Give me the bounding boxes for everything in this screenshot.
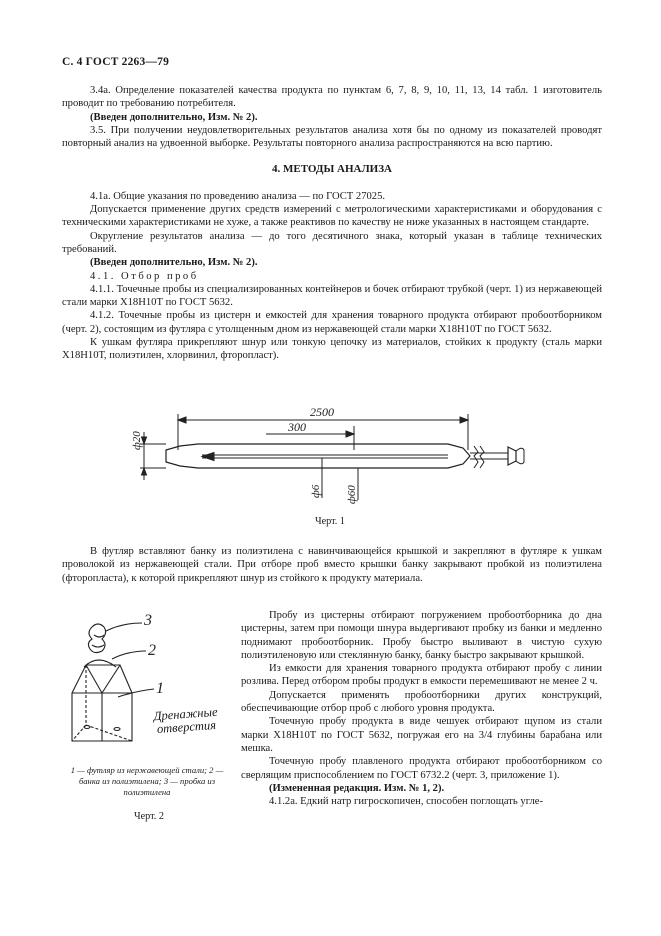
figure-1-sampling-tube [118, 398, 538, 510]
label-3: 3 [144, 612, 152, 629]
paragraph-storage-sampling: Из емкости для хранения товарного продукта отбирают пробу с линии розлива. Перед отбором пробы продукт в емкости перемешивают не менее 2 ч. [241, 663, 602, 688]
figure-2-caption: Черт. 2 [134, 811, 164, 822]
text-block-right [241, 609, 602, 808]
figure-1-caption: Черт. 1 [315, 516, 345, 527]
paragraph-instruments: Допускается применение других средств измерений с метрологическими характеристиками и оборудования с техническими характеристиками не хуже, а также реактивов по качеству не ниже указанных в настоящем стандарте. [62, 204, 602, 229]
paragraph-rounding: Округление результатов анализа — до того десятичного знака, который указан в таблице технических требований. [62, 230, 602, 255]
paragraph-fused: Точечную пробу плавленого продукта отбирают пробоотборником со сверлящим приспособлением по ГОСТ 6732.2 (черт. 3, приложение 1). [241, 756, 602, 781]
paragraph-case: В футляр вставляют банку из полиэтилена с навинчивающейся крышкой и закрепляют в футляре к ушкам проволокой из нержавеющей стали. При отборе проб вместо крышки банку закрывают пробкой из полиэтилена (фторопласта), к которой прикрепляют шнур из стойкого к продукту материала. [62, 546, 602, 584]
paragraph-4-1-1: 4.1.1. Точечные пробы из специализированных контейнеров и бочек отбирают трубкой (черт. 1) из нержавеющей стали марки Х18Н10Т по ГОСТ 5632. [62, 283, 602, 309]
paragraph-4-1-2a: 4.1.2а. Едкий натр гигроскопичен, способен поглощать угле- [269, 796, 544, 808]
text-block-middle [62, 545, 602, 585]
label-1: 1 [156, 680, 164, 697]
figure-2-sampler [62, 605, 240, 765]
paragraph-other-samplers: Допускается применять пробоотборники других конструкций, обеспечивающие отбор проб с любого уровня продукта. [241, 689, 602, 715]
dimension-d20: ф20 [131, 431, 143, 450]
label-2: 2 [148, 642, 156, 659]
text-block-top [62, 84, 602, 363]
amendment-note: (Введен дополнительно, Изм. № 2). [90, 111, 258, 123]
dimension-part: 300 [288, 420, 306, 434]
paragraph-4-1a: 4.1а. Общие указания по проведению анализа — по ГОСТ 27025. [90, 190, 386, 202]
paragraph-tank-sampling: Пробу из цистерны отбирают погружением пробоотборника до дна цистерны, затем при помощи шнура выдергивают пробку из банки и медленно поднимают пробоотборник. Пробу быстро выливают в чистую сухую полиэтиленовую или стеклянную банку, банку быстро закрывают крышкой. [241, 610, 602, 661]
amendment-note: (Измененная редакция. Изм. № 1, 2). [269, 782, 445, 794]
figure-2-legend: 1 — футляр из нержавеющей стали; 2 — банка из полиэтилена; 3 — пробка из полиэтилена [70, 765, 224, 797]
paragraph-3-5: 3.5. При получении неудовлетворительных результатов анализа хотя бы по одному из показателей проводят повторный анализ на удвоенной выборке. Результаты повторного анализа распространяются на всю партию. [62, 124, 602, 150]
dimension-d6: ф6 [310, 484, 322, 498]
paragraph-flakes: Точечную пробу продукта в виде чешуек отбирают щупом из стали марки Х18Н10Т по ГОСТ 5632, погружая его на 3/4 глубины барабана или мешка. [241, 716, 602, 754]
amendment-note: (Введен дополнительно, Изм. № 2). [90, 257, 258, 269]
page-header: С. 4 ГОСТ 2263—79 [62, 56, 170, 68]
paragraph-4-1-2: 4.1.2. Точечные пробы из цистерн и емкостей для хранения товарного продукта отбирают пробоотборником (черт. 2), состоящим из футляра с утолщенным дном из нержавеющей стали марки Х18Н10Т по ГОСТ 5632. [62, 310, 602, 335]
section-title: 4. МЕТОДЫ АНАЛИЗА [272, 163, 392, 176]
dimension-total: 2500 [310, 405, 334, 419]
paragraph-3-4a: 3.4а. Определение показателей качества продукта по пунктам 6, 7, 8, 9, 10, 11, 13, 14 табл. 1 изготовитель проводит по требованию потребителя. [62, 85, 602, 110]
dimension-d60: ф60 [346, 485, 358, 504]
subsection-title: 4.1. Отбор проб [90, 270, 199, 282]
paragraph-cord: К ушкам футляра прикрепляют шнур или тонкую цепочку из материалов, стойких к продукту (сталь марки Х18Н10Т, полиэтилен, хлорвинил, фторопласт). [62, 337, 602, 362]
handwritten-label: Дренажные отверстия [153, 704, 218, 737]
